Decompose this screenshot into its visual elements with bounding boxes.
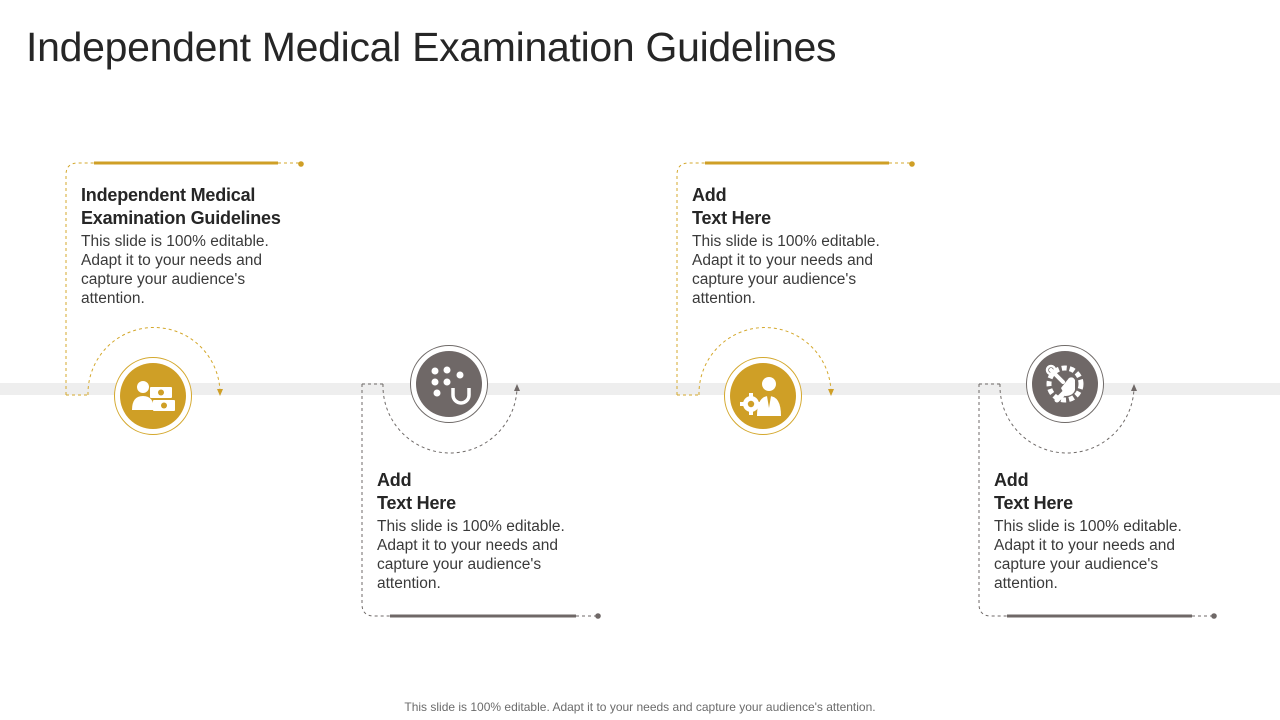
- step-heading: Add Text Here: [377, 470, 456, 513]
- wrench-gear-hand-icon: [1043, 362, 1087, 406]
- step-heading: Add Text Here: [692, 185, 771, 228]
- money-user-icon: [130, 376, 176, 416]
- gear-businessman-icon: [739, 374, 787, 418]
- step-icon-3: [724, 357, 802, 435]
- step-heading: Add Text Here: [994, 470, 1073, 513]
- slide-title: Independent Medical Examination Guidelines: [26, 24, 837, 70]
- step-description: This slide is 100% editable. Adapt it to your needs and capture your audience's attention.: [377, 518, 565, 592]
- step-description: This slide is 100% editable. Adapt it to your needs and capture your audience's attention.: [81, 233, 269, 307]
- step-card-1: [81, 184, 321, 308]
- step-icon-2: [410, 345, 488, 423]
- slide-footer: This slide is 100% editable. Adapt it to your needs and capture your audience's attention.: [404, 700, 876, 714]
- step-description: This slide is 100% editable. Adapt it to your needs and capture your audience's attention.: [692, 233, 880, 307]
- step-icon-4: [1026, 345, 1104, 423]
- step-card-3: [692, 184, 932, 308]
- step-card-4: [994, 469, 1234, 593]
- step-icon-1: [114, 357, 192, 435]
- network-magnet-icon: [427, 362, 471, 406]
- step-description: This slide is 100% editable. Adapt it to your needs and capture your audience's attention.: [994, 518, 1182, 592]
- step-heading: Independent Medical Examination Guidelines: [81, 185, 281, 228]
- step-card-2: [377, 469, 617, 593]
